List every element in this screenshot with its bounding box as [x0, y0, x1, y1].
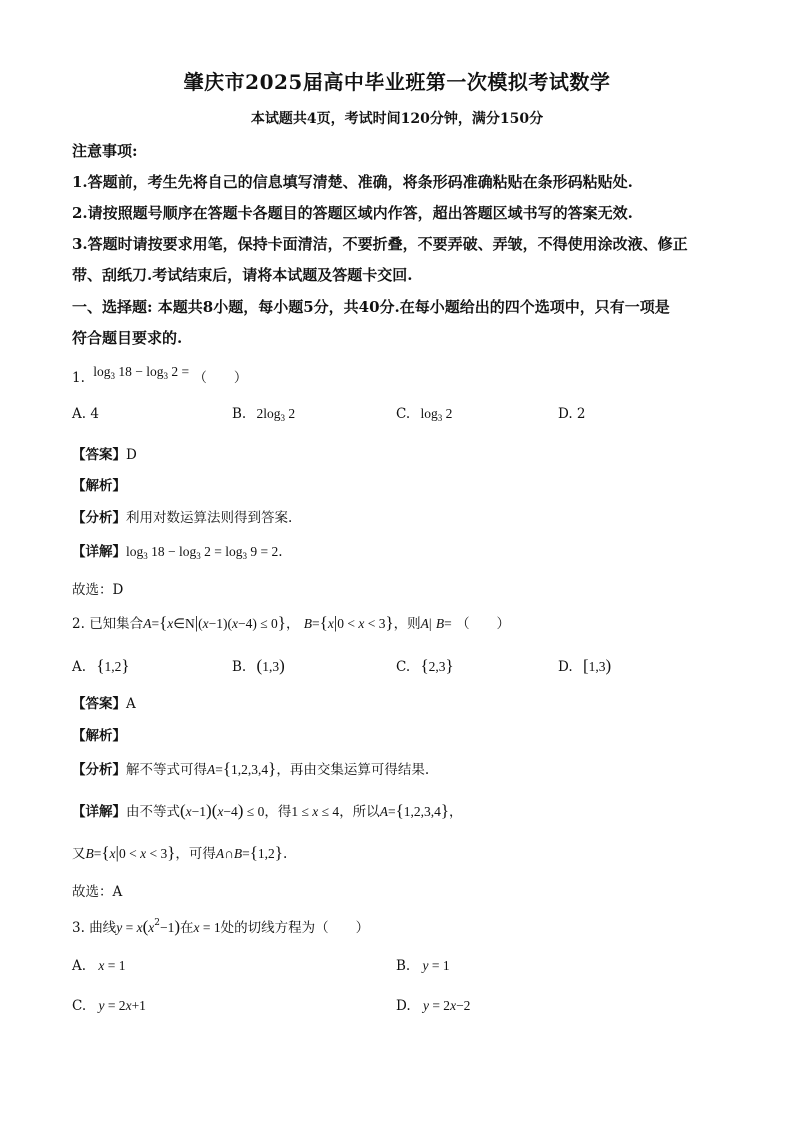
exam-info: 本试题共4页，考试时间120分钟，满分150分 — [250, 111, 544, 127]
answer-paren: （ ） — [193, 370, 248, 386]
answer-paren: （ ） — [456, 616, 511, 632]
q2-choose: 故选：A — [72, 884, 123, 900]
q1-detail: 【详解】$\log_3 18 - \log_3 2 = \log_3 9 = 2$. — [72, 544, 283, 561]
q2-detail-2: 又B={x|0 < x < 3}，可得A∩B={1,2}. — [72, 843, 288, 862]
notice-item-3-cont: 带、刮纸刀.考试结束后，请将本试题及答题卡交回. — [72, 266, 413, 284]
question-2-stem: 2. 已知集合A={x∈N|(x−1)(x−4) ≤ 0}， B={x|0 < x < 3}，则A| B= （ ） — [72, 613, 511, 632]
notice-item-1: 1.答题前，考生先将自己的信息填写清楚、准确，将条形码准确粘贴在条形码粘贴处. — [72, 173, 633, 191]
question-1-stem: 1. $\log_3 18 - \log_3 2$ = （ ） — [72, 364, 248, 386]
q2-answer: 【答案】A — [72, 696, 136, 712]
notice-item-3: 3.答题时请按要求用笔，保持卡面清洁，不要折叠，不要弄破、弄皱，不得使用涂改液、修正 — [72, 235, 688, 253]
q1-option-c: C. $\log_3 2$ — [396, 406, 453, 423]
notice-heading: 注意事项: — [72, 142, 138, 160]
q1-choose: 故选：D — [72, 582, 124, 598]
question-number: 1. — [72, 370, 85, 386]
q2-fenxi: 【分析】解不等式可得A={1,2,3,4}，再由交集运算可得结果. — [72, 759, 430, 778]
section-heading-cont: 符合题目要求的. — [72, 329, 183, 347]
q2-option-c: C. {2,3} — [396, 656, 454, 675]
q2-option-d: D. [1,3) — [558, 656, 612, 675]
notice-item-2: 2.请按照题号顺序在答题卡各题目的答题区域内作答，超出答题区域书写的答案无效. — [72, 204, 633, 222]
q1-jiexi: 【解析】 — [72, 478, 126, 494]
q1-option-b: B. $2\log_3$ 2 — [232, 406, 296, 423]
q1-option-d: D. 2 — [558, 406, 586, 422]
question-number: 2. — [72, 616, 85, 632]
q1-answer: 【答案】D — [72, 447, 137, 463]
q2-jiexi: 【解析】 — [72, 728, 126, 744]
q2-option-a: A. {1,2} — [72, 656, 130, 675]
q1-fenxi: 【分析】利用对数运算法则得到答案. — [72, 510, 293, 526]
q3-option-a: A. x = 1 — [72, 958, 126, 974]
q3-option-b: B. y = 1 — [396, 958, 450, 974]
question-3-stem: 3. 曲线$y = x(x^2-1)$在x = 1处的切线方程为（ ） — [72, 917, 370, 936]
q3-option-d: D. y = 2x−2 — [396, 998, 471, 1014]
q1-option-a: A. 4 — [72, 406, 99, 422]
q2-detail-1: 【详解】由不等式(x−1)(x−4) ≤ 0，得1 ≤ x ≤ 4，所以A={1,2,3,4}， — [72, 801, 463, 820]
q3-option-c: C. y = 2x+1 — [72, 998, 146, 1014]
page-title: 肇庆市2025届高中毕业班第一次模拟考试数学 — [183, 70, 611, 94]
question-number: 3. — [72, 920, 85, 936]
q2-option-b: B. (1,3) — [232, 656, 285, 675]
section-heading: 一、选择题: 本题共8小题，每小题5分，共40分.在每小题给出的四个选项中，只有一项是 — [72, 298, 670, 316]
